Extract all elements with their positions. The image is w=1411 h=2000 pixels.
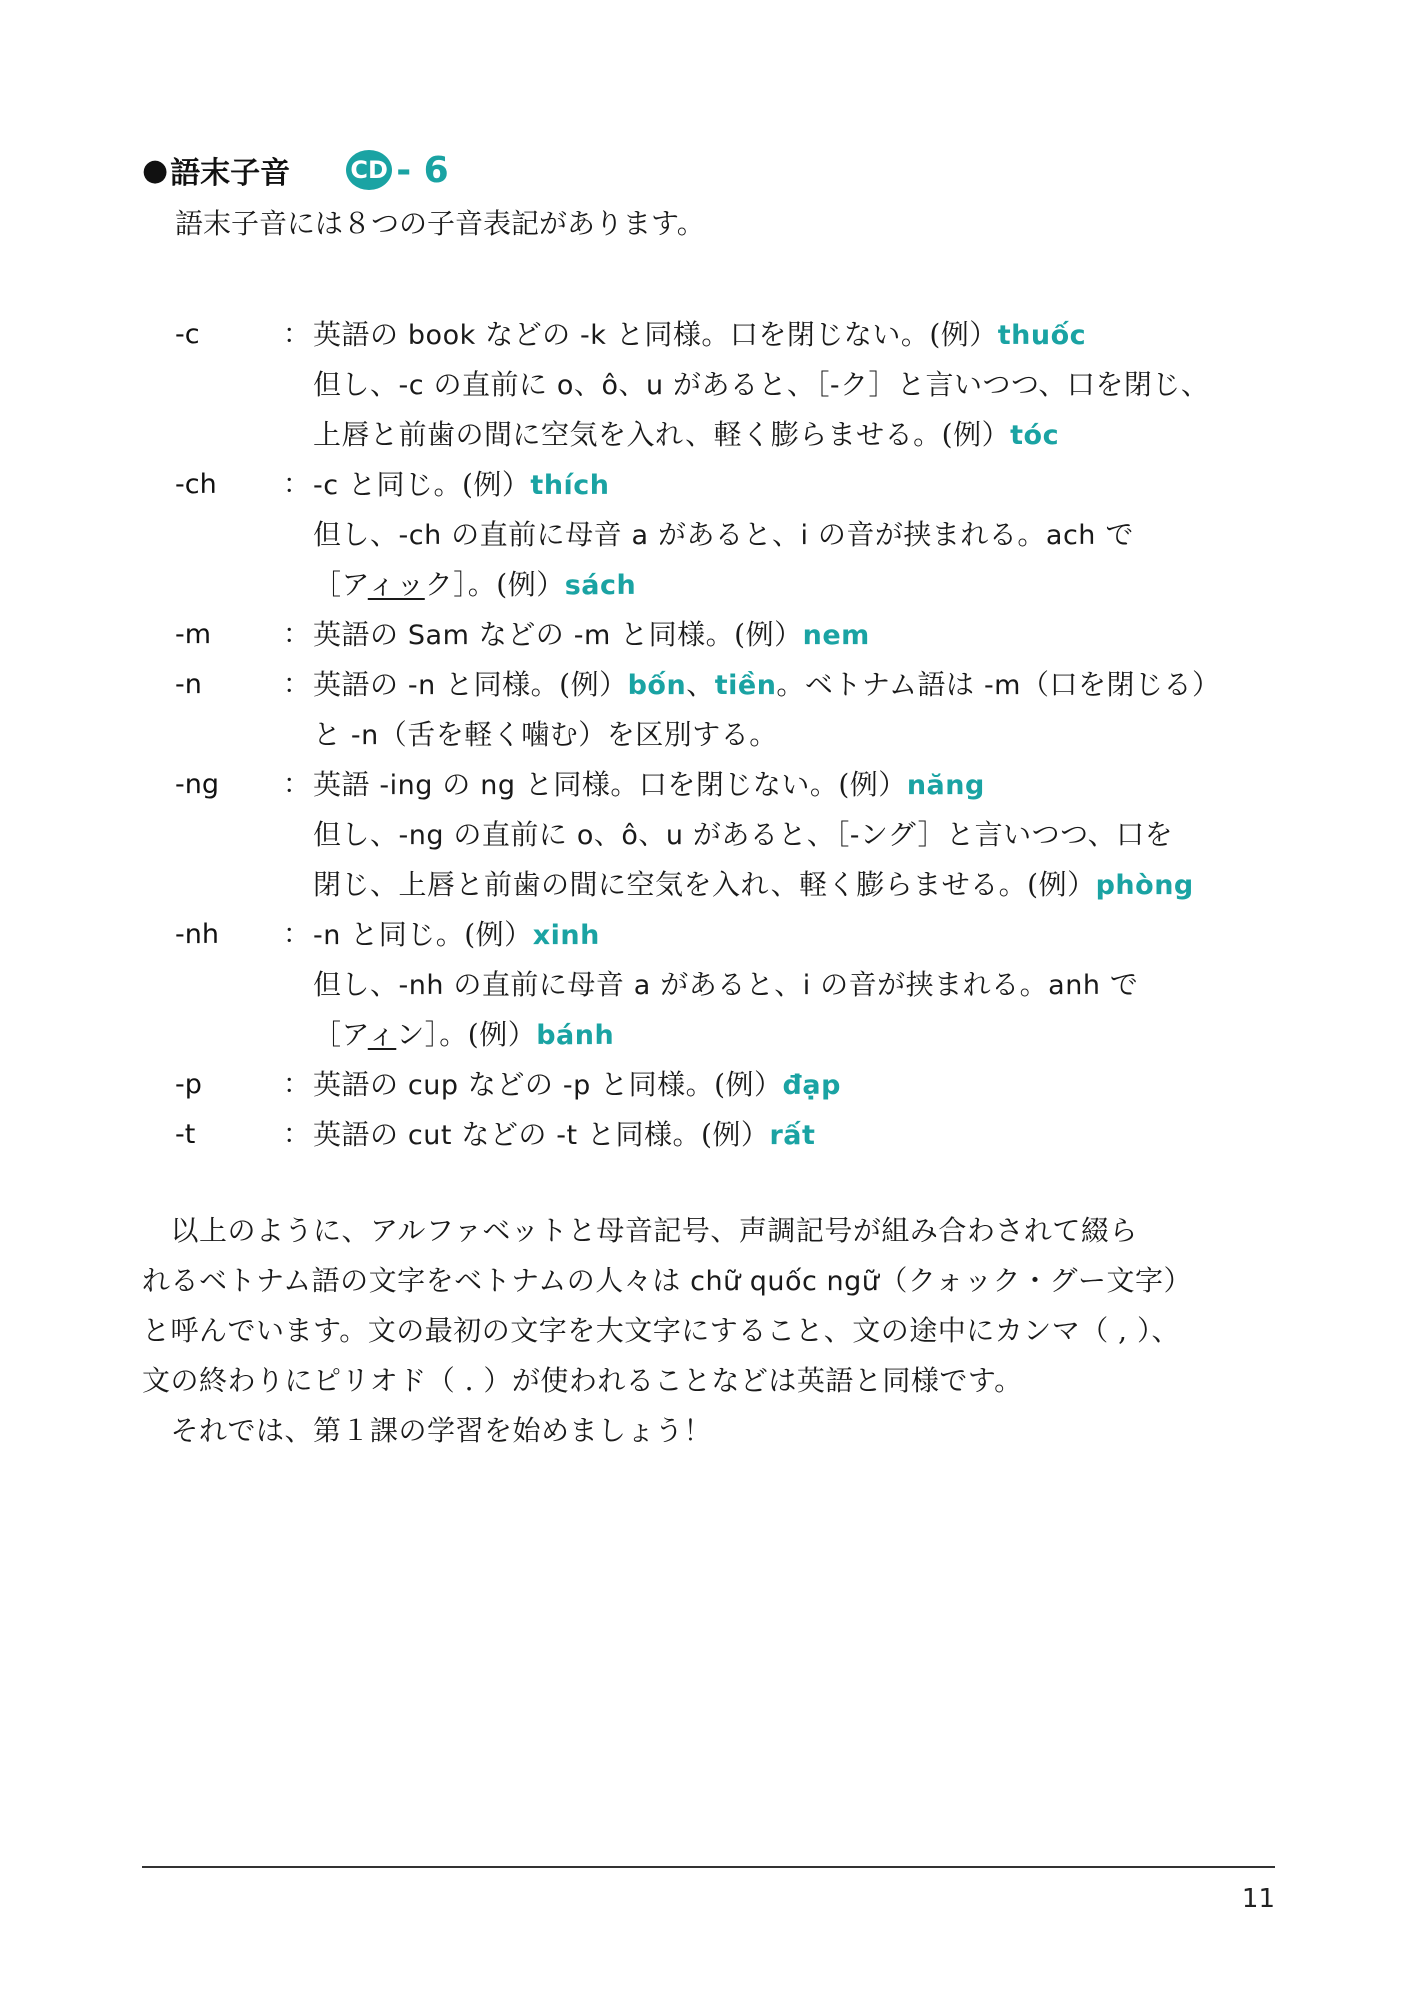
- colon: ：: [283, 1119, 310, 1150]
- consonant-list: [175, 310, 1275, 1160]
- example-word: sách: [564, 570, 637, 601]
- term-c: -c: [175, 319, 200, 350]
- entry-ch-line-2: 但し、-ch の直前に母音 a があると、i の音が挟まれる。ach で: [313, 518, 1134, 551]
- example-word: xinh: [532, 920, 600, 951]
- colon: ：: [283, 669, 310, 700]
- entry-n-line-1: 英語の -n と同様。(例）bốn、tiền。ベトナム語は -m（口を閉じる）: [313, 668, 1221, 701]
- entry-n: [175, 660, 1275, 760]
- page-number: 11: [1241, 1884, 1275, 1914]
- colon: ：: [283, 319, 310, 350]
- term-n: -n: [175, 669, 202, 700]
- summary-line-2: れるベトナム語の文字をベトナムの人々は chữ quốc ngữ（クォック・グー文字）: [142, 1264, 1192, 1297]
- example-word: năng: [906, 770, 985, 801]
- entry-t-line-1: 英語の cut などの -t と同様。(例）rất: [313, 1118, 816, 1151]
- entry-ng-line-3: 閉じ、上唇と前歯の間に空気を入れ、軽く膨らませる。(例）phòng: [313, 868, 1194, 901]
- example-word: nem: [802, 620, 870, 651]
- entry-ng: [175, 760, 1275, 910]
- section-heading: [142, 148, 449, 192]
- example-word: đạp: [782, 1070, 841, 1101]
- cd-track-number: - 6: [396, 149, 449, 191]
- colon: ：: [283, 1069, 310, 1100]
- entry-ch-line-3: ［アィック］。(例）sách: [313, 568, 637, 601]
- cd-track-badge[interactable]: [346, 150, 449, 191]
- entry-nh: [175, 910, 1275, 1060]
- footer-divider: [142, 1866, 1275, 1868]
- entry-p: [175, 1060, 1275, 1110]
- example-word: thích: [530, 470, 610, 501]
- colon: ：: [283, 619, 310, 650]
- entry-ng-line-2: 但し、-ng の直前に o、ô、u があると、［-ング］と言いつつ、口を: [313, 818, 1174, 851]
- entry-c-line-1: 英語の book などの -k と同様。口を閉じない。(例）thuốc: [313, 318, 1087, 351]
- colon: ：: [283, 919, 310, 950]
- colon: ：: [283, 769, 310, 800]
- summary-line-5: それでは、第１課の学習を始めましょう！: [142, 1414, 713, 1447]
- summary-line-1: 以上のように、アルファベットと母音記号、声調記号が組み合わされて綴ら: [142, 1214, 1138, 1247]
- term-nh: -nh: [175, 919, 219, 950]
- entry-ch: [175, 460, 1275, 610]
- term-ch: -ch: [175, 469, 217, 500]
- entry-p-line-1: 英語の cup などの -p と同様。(例）đạp: [313, 1068, 841, 1101]
- entry-nh-line-1: -n と同じ。(例）xinh: [313, 918, 600, 951]
- example-word: bốn: [627, 670, 687, 701]
- entry-m: [175, 610, 1275, 660]
- example-word: phòng: [1095, 870, 1194, 901]
- entry-nh-line-3: ［アィン］。(例）bánh: [313, 1018, 615, 1051]
- entry-nh-line-2: 但し、-nh の直前に母音 a があると、i の音が挟まれる。anh で: [313, 968, 1139, 1001]
- example-word: rất: [769, 1120, 816, 1151]
- example-word: bánh: [536, 1020, 615, 1051]
- term-p: -p: [175, 1069, 202, 1100]
- entry-c-line-2: 但し、-c の直前に o、ô、u があると、［-ク］と言いつつ、口を閉じ、: [313, 368, 1210, 401]
- bullet-icon: ●: [142, 152, 169, 188]
- term-t: -t: [175, 1119, 196, 1150]
- entry-ch-line-1: -c と同じ。(例）thích: [313, 468, 610, 501]
- example-word: tóc: [1010, 420, 1060, 451]
- example-word: thuốc: [997, 320, 1087, 351]
- entry-c-line-3: 上唇と前歯の間に空気を入れ、軽く膨らませる。(例）tóc: [313, 418, 1060, 451]
- entry-n-line-2: と -n（舌を軽く噛む）を区別する。: [313, 718, 778, 751]
- entry-c: [175, 310, 1275, 460]
- entry-t: [175, 1110, 1275, 1160]
- summary-line-4: 文の終わりにピリオド（ . ）が使われることなどは英語と同様です。: [142, 1364, 1023, 1397]
- colon: ：: [283, 469, 310, 500]
- term-ng: -ng: [175, 769, 219, 800]
- intro-text: 語末子音には８つの子音表記があります。: [175, 207, 705, 240]
- summary-line-3: と呼んでいます。文の最初の文字を大文字にすること、文の途中にカンマ（ , ）、: [142, 1314, 1180, 1347]
- example-word: tiền: [714, 670, 777, 701]
- entry-ng-line-1: 英語 -ing の ng と同様。口を閉じない。(例）năng: [313, 768, 985, 801]
- term-m: -m: [175, 619, 212, 650]
- section-title: 語末子音: [170, 156, 291, 191]
- cd-icon: CD: [346, 150, 392, 190]
- entry-m-line-1: 英語の Sam などの -m と同様。(例）nem: [313, 618, 870, 651]
